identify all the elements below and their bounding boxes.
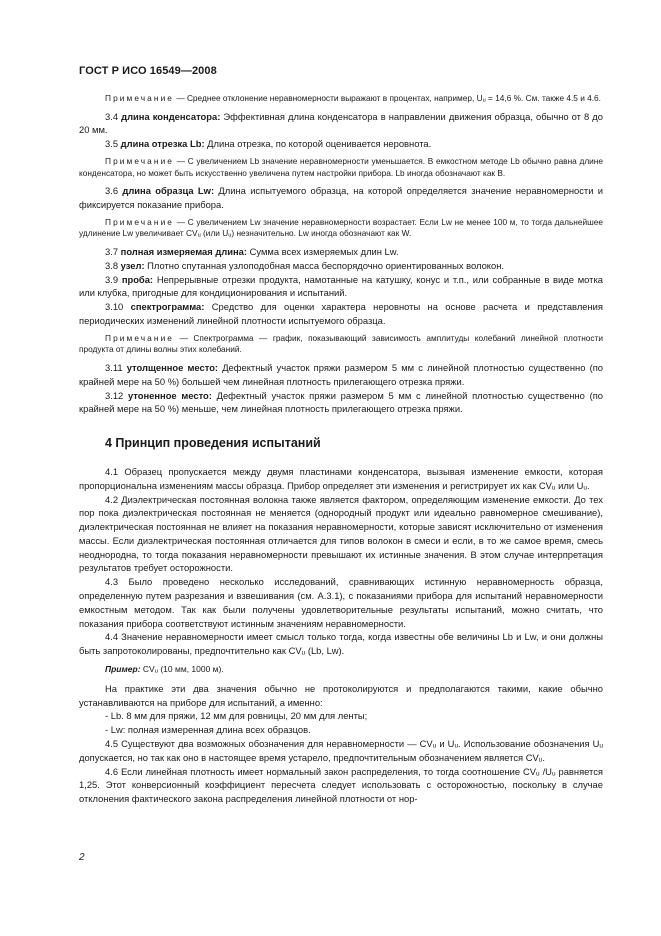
clause-3-7: 3.7 полная измеряемая длина: Сумма всех измеряемых длин Lw. (105, 245, 399, 257)
note-3-10: Примечание — Спектрограмма — график, показывающий зависимость амплитуды колебаний линейной плотности продукта от длины волны этих колебаний. (79, 332, 603, 355)
section-4-heading: 4 Принцип проведения испытаний (105, 436, 321, 451)
clause-3-11: 3.11 утолщенное место: Дефектный участок пряжи размером 5 мм с линейной плотностью существенно (по крайней мере на 50 %) большей чем линейная плотность прилегающего отрезка пряжи. (79, 361, 603, 387)
clause-3-9: 3.9 проба: Непрерывные отрезки продукта, намотанные на катушку, конус и т.п., или собранные в виде мотка или клубка, пригодные для кондиционирования и испытаний. (79, 273, 603, 299)
page-content (79, 93, 603, 806)
clause-3-5: 3.5 длина отрезка Lb: Длина отрезка, по которой оценивается неровнота. (105, 138, 432, 150)
clause-4-4: 4.4 Значение неравномерности имеет смысл только тогда, когда известны обе величины Lb и Lw, и они должны быть запротоколированы, предпочтительно как CVᵤ (Lb, Lw). (79, 631, 603, 657)
clause-3-4: 3.4 длина конденсатора: Эффективная длина конденсатора в направлении движения образца, обычно от 8 до 20 мм. (79, 110, 603, 136)
clause-4-4-cont: На практике эти два значения обычно не протоколируются и предполагаются такими, какие обычно устанавливаются на приборе для испытаний, а именно: (79, 682, 603, 708)
clause-3-8: 3.8 узел: Плотно спутанная узлоподобная масса беспорядочно ориентированных волокон. (105, 259, 504, 271)
list-item-lw: - Lw: полная измеренная длина всех образцов. (105, 724, 311, 736)
example: Пример: CVᵤ (10 мм, 1000 м). (105, 664, 224, 675)
clause-4-1: 4.1 Образец пропускается между двумя пластинами конденсатора, вызывая изменение емкости, которая пропорциональна изменениям массы образца. Прибор определяет эти изменения и регистрирует их как CVᵤ или Uᵤ. (79, 465, 603, 491)
clause-3-10: 3.10 спектрограмма: Средство для оценки характера неровноты на основе расчета и представления периодических изменений линейной плотности испытуемого образца. (79, 301, 603, 326)
clause-4-2: 4.2 Диэлектрическая постоянная волокна также является фактором, определяющим изменение емкости. До тех пор пока диэлектрическая постоянная не меняется (однородный продукт или идеально равномерное смешивание), диэлектрическая постоянная не влияет на показания неравномерности, которые зависят исключительно от изменения массы. Если диэлектрическая постоянная отличается для типов волокон в смеси и если, в то же самое время, смесь неоднородна, то тогда показания неравномерности превышают их истинные значения. В этом случае интерпретация результатов требует осторожности. (79, 493, 603, 574)
clause-4-3: 4.3 Было проведено несколько исследований, сравнивающих истинную неравномерность образца, определенную путем разрезания и взвешивания (см. А.3.1), с показаниями прибора для испытаний неравномерности емкостным методом. Так как были получены удовлетворительные результаты испытаний, можно считать, что показания прибора соответствуют истинным значениям неравномерности. (79, 576, 603, 629)
page-number: 2 (79, 852, 85, 863)
clause-4-5: 4.5 Существуют два возможных обозначения для неравномерности — CVᵤ и Uᵤ. Использование обозначения Uᵤ допускается, но так как оно в настоящее время устарело, предпочтительным обозначением является CVᵤ. (79, 738, 603, 763)
clause-4-6: 4.6 Если линейная плотность имеет нормальный закон распределения, то тогда соотношение CVᵤ /Uᵤ равняется 1,25. Этот конверсионный коэффициент пересчета следует использовать с осторожностью, поскольку в случае отклонения фактического закона распределения линейной плотности от нор- (79, 765, 603, 805)
note-3-3: Примечание — Среднее отклонение неравномерности выражают в процентах, например, Uᵤ = 14,6 %. См. также 4.5 и 4.6. (105, 93, 601, 103)
list-item-lb: - Lb. 8 мм для пряжи, 12 мм для ровницы, 20 мм для ленты; (105, 710, 368, 722)
clause-3-6: 3.6 длина образца Lw: Длина испытуемого образца, на которой определяется значение неравномерности и фиксируется показание прибора. (79, 185, 603, 210)
page-header: ГОСТ Р ИСО 16549—2008 (79, 65, 217, 77)
note-3-6: Примечание — С увеличением Lw значение неравномерности возрастает. Если Lw не менее 100 м, то тогда дальнейшее удлинение Lw увеличивает CVᵤ (или Uᵤ) незначительно. Lw иногда обозначают как W. (79, 216, 603, 239)
note-3-5: Примечание — С увеличением Lb значение неравномерности уменьшается. В емкостном методе Lb обычно равна длине конденсатора, но может быть искусственно увеличена путем настройки прибора. Lb иногда обозначают как B. (79, 155, 603, 178)
clause-3-12: 3.12 утоненное место: Дефектный участок пряжи размером 5 мм с линейной плотностью существенно (по крайней мере на 50 %) меньше, чем линейная плотность прилегающего отрезка пряжи. (79, 389, 603, 415)
